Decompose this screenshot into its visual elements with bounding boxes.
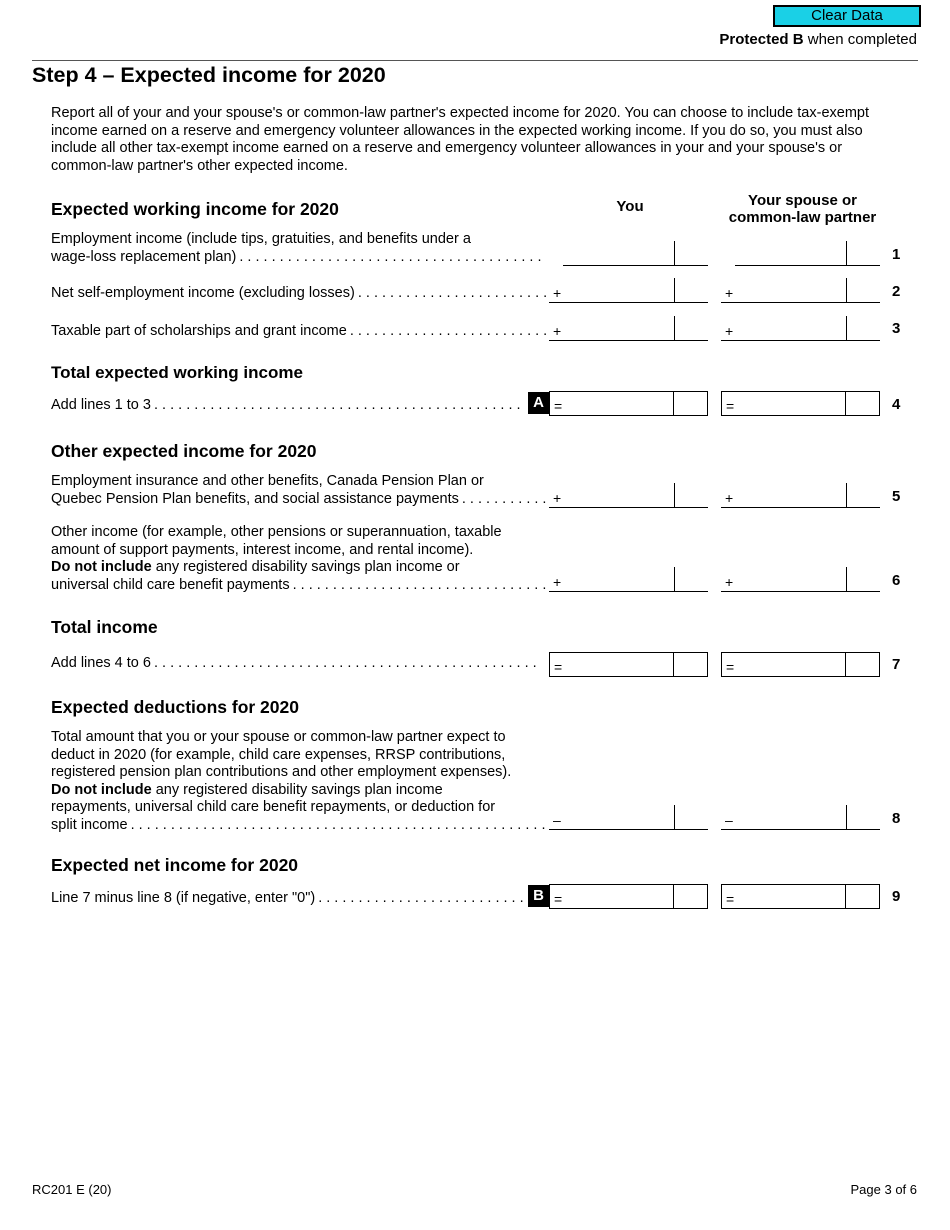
equals-sign: = [554,398,563,414]
cents-divider [846,483,847,507]
line-5-text-b: Quebec Pension Plan benefits, and social assistance payments [51,490,459,507]
minus-sign: – [553,812,561,828]
do-not-include: Do not include [51,781,152,798]
badge-a: A [528,392,549,414]
line-3-you-input[interactable] [549,316,708,341]
line-5-label [51,473,551,508]
dot-leader [154,397,525,415]
dot-leader [154,655,541,673]
dot-leader [239,249,546,267]
section-other: Other expected income for 2020 [51,441,317,461]
column-spouse [715,192,890,226]
line-6-text-c [51,559,551,577]
cents-divider [845,392,846,415]
line-4-label [51,397,525,415]
column-spouse-2: common-law partner [728,209,877,226]
line-number: 6 [892,572,901,589]
line-1-text-a: Employment income (include tips, gratuities, and benefits under a [51,231,471,247]
line-1-label [51,231,551,266]
cents-divider [846,241,847,265]
intro-text: Report all of your and your spouse's or common-law partner's expected income for 2020. You can choose to include tax-exempt income earned on a reserve and emergency volunteer allowances in the expected working income. If you do so, you must also include all other tax-exempt income earned on a reserve and emergency volunteer allowances in your and your spouse's or common-law partner's other expected income. [51,105,869,174]
cents-divider [674,483,675,507]
line-7-text: Add lines 4 to 6 [51,655,151,671]
minus-sign: – [725,812,733,828]
line-4-you-input[interactable] [549,391,708,416]
form-number: RC201 E (20) [32,1182,112,1197]
line-2-text: Net self-employment income (excluding losses) [51,285,355,301]
header-divider [32,60,918,61]
cents-divider [846,278,847,302]
line-number: 4 [892,396,901,413]
line-number: 9 [892,888,901,905]
line-4-text: Add lines 1 to 3 [51,397,151,413]
line-6-label [51,524,551,594]
page-title: Step 4 – Expected income for 2020 [32,63,386,87]
line-9-text: Line 7 minus line 8 (if negative, enter "0") [51,890,316,906]
line-7-label [51,655,541,673]
line-6-text-a: Other income (for example, other pensions or superannuation, taxable [51,524,502,540]
line-number: 8 [892,810,901,827]
badge-b: B [528,885,549,907]
plus-sign: + [725,285,734,301]
plus-sign: + [725,323,734,339]
line-8-text-b: deduct in 2020 (for example, child care expenses, RRSP contributions, [51,746,506,763]
line-number: 2 [892,283,901,300]
dot-leader [462,491,549,509]
protected-b-notice [719,31,917,48]
section-total: Total income [51,617,158,637]
cents-divider [673,392,674,415]
cents-divider [846,567,847,591]
line-number: 5 [892,488,901,505]
plus-sign: + [553,285,562,301]
plus-sign: + [725,490,734,506]
plus-sign: + [553,323,562,339]
line-8-spouse-input[interactable] [721,805,880,830]
line-9-you-input[interactable] [549,884,708,909]
column-spouse-1: Your spouse or [748,192,857,209]
line-6-you-input[interactable] [549,567,708,592]
line-6-text-c-rest: any registered disability savings plan income or [151,559,460,575]
column-you: You [616,198,644,215]
equals-sign: = [554,659,563,675]
cents-divider [674,241,675,265]
dot-leader [318,890,525,908]
plus-sign: + [725,574,734,590]
line-6-spouse-input[interactable] [721,567,880,592]
line-8-text-f: split income [51,816,128,833]
cents-divider [845,885,846,908]
section-net: Expected net income for 2020 [51,855,299,875]
section-deductions: Expected deductions for 2020 [51,697,299,717]
line-1-you-input[interactable] [563,241,708,266]
line-3-spouse-input[interactable] [721,316,880,341]
line-6-text-d: universal child care benefit payments [51,576,290,593]
equals-sign: = [726,891,735,907]
line-2-label [51,285,549,303]
protected-label: Protected B [719,31,804,48]
line-4-spouse-input[interactable] [721,391,880,416]
clear-data-button[interactable]: Clear Data [773,5,921,27]
cents-divider [673,885,674,908]
cents-divider [846,316,847,340]
cents-divider [674,567,675,591]
cents-divider [674,278,675,302]
line-1-text-b: wage-loss replacement plan) [51,248,237,265]
line-8-text-d-rest: any registered disability savings plan income [151,781,443,798]
page-number: Page 3 of 6 [850,1182,917,1197]
line-8-text-e: repayments, universal child care benefit repayments, or deduction for [51,799,496,815]
line-6-text-b: amount of support payments, interest income, and rental income). [51,541,474,558]
line-1-spouse-input[interactable] [735,241,880,266]
cents-divider [845,653,846,676]
plus-sign: + [553,490,562,506]
line-5-spouse-input[interactable] [721,483,880,508]
line-number: 1 [892,246,901,263]
line-9-spouse-input[interactable] [721,884,880,909]
cents-divider [674,316,675,340]
equals-sign: = [554,891,563,907]
do-not-include: Do not include [51,559,152,575]
line-8-text-d [51,782,551,800]
line-5-text-a: Employment insurance and other benefits, Canada Pension Plan or [51,473,484,489]
line-8-text-a: Total amount that you or your spouse or common-law partner expect to [51,729,506,745]
cents-divider [673,653,674,676]
line-number: 3 [892,320,901,337]
dot-leader [293,577,549,595]
line-2-spouse-input[interactable] [721,278,880,303]
section-working: Expected working income for 2020 [51,199,339,219]
line-5-you-input[interactable] [549,483,708,508]
cents-divider [846,805,847,829]
line-9-label [51,890,525,908]
dot-leader [350,323,549,341]
cents-divider [674,805,675,829]
line-7-spouse-input[interactable] [721,652,880,677]
plus-sign: + [553,574,562,590]
equals-sign: = [726,659,735,675]
line-2-you-input[interactable] [549,278,708,303]
dot-leader [358,285,549,303]
equals-sign: = [726,398,735,414]
line-7-you-input[interactable] [549,652,708,677]
dot-leader [131,817,549,835]
line-8-you-input[interactable] [549,805,708,830]
line-8-label [51,729,551,834]
line-3-text: Taxable part of scholarships and grant income [51,323,347,339]
line-number: 7 [892,656,901,673]
protected-rest: when completed [803,31,917,48]
line-8-text-c: registered pension plan contributions and other employment expenses). [51,764,512,780]
section-total-working: Total expected working income [51,363,303,382]
line-3-label [51,323,549,341]
